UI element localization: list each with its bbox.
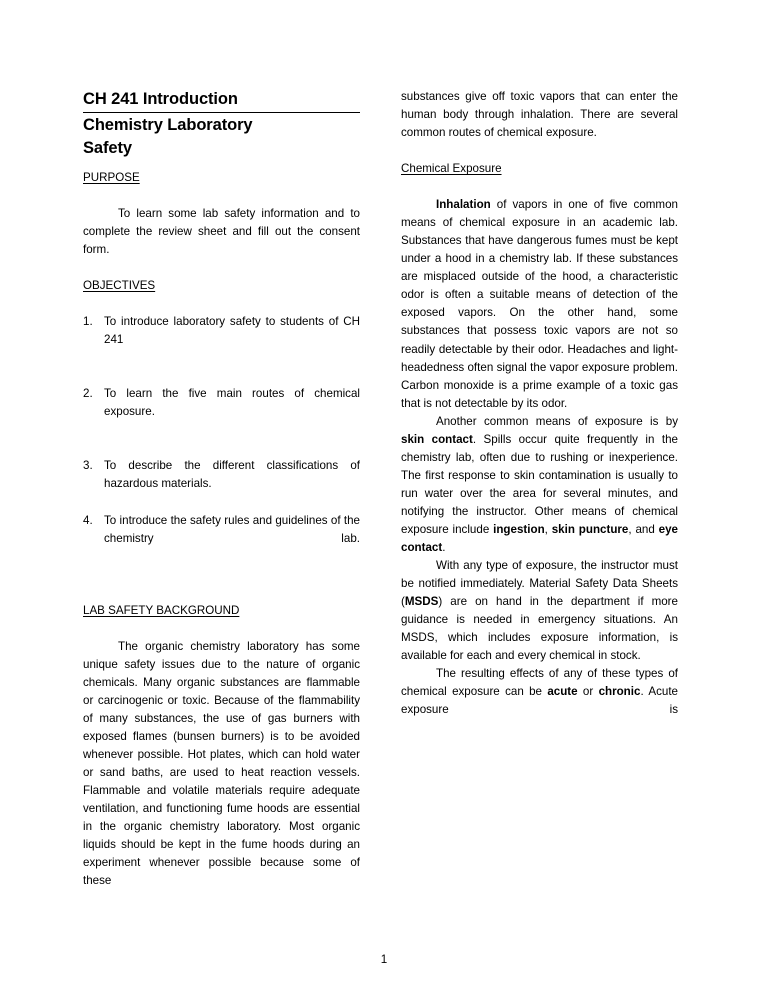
ingestion-bold-term: ingestion xyxy=(493,522,545,536)
acute-bold-term: acute xyxy=(547,685,578,699)
inhalation-paragraph xyxy=(401,196,678,413)
eye-contact-bold-term: eye contact xyxy=(401,522,678,555)
msds-paragraph xyxy=(401,557,678,665)
list-item-label: To introduce the safety rules and guidelines of the chemistry lab. xyxy=(104,513,360,545)
skin-contact-bold-term: skin contact xyxy=(401,432,473,446)
list-item xyxy=(83,385,360,439)
spacer xyxy=(83,160,360,169)
title-line-3: Safety xyxy=(83,139,132,157)
spacer xyxy=(401,178,678,196)
msds-bold-term: MSDS xyxy=(404,595,439,609)
continuation-paragraph: substances give off toxic vapors that can enter the human body through inhalation. There are several common routes of chemical exposure. xyxy=(401,90,678,140)
lab-safety-background-paragraph: The organic chemistry laboratory has some unique safety issues due to the nature of organic chemicals. Many organic substances are flammable or carcinogenic or toxic. Because of the flammability of many substances, the use of gas burners with exposed flames (bunsen burners) is to be avoided whenever possible. Hot plates, which can hold water or sand baths, are used to heat reaction vessels. Flammable and volatile materials require adequate ventilation, and functioning fume hoods are essential in the organic chemistry laboratory. Most organic liquids should be kept in the fume hoods during an experiment whenever possible because some of these xyxy=(83,639,360,888)
spacer xyxy=(401,142,678,160)
lab-safety-background-heading: LAB SAFETY BACKGROUND xyxy=(83,603,240,617)
skin-contact-text-5: . xyxy=(442,541,446,555)
list-item-label: To introduce laboratory safety to students of CH 241 xyxy=(104,315,360,347)
list-item-number: 3. xyxy=(83,459,93,473)
purpose-heading: PURPOSE xyxy=(83,171,140,184)
list-item xyxy=(83,313,360,367)
skin-puncture-bold-term: skin puncture xyxy=(551,522,629,536)
skin-contact-text-2: . Spills occur quite frequently in the chemistry lab, often due to rushing or inexperience. The first response to skin contamination is usually to run water over the area for several minutes, and notifying the instructor. Other means of chemical exposure include xyxy=(401,432,678,536)
list-item xyxy=(83,457,360,493)
spacer xyxy=(83,295,360,313)
effects-text-3: . Acute exposure is xyxy=(401,685,678,717)
skin-contact-text-1: Another common means of exposure is by xyxy=(436,414,678,428)
skin-contact-paragraph xyxy=(401,413,678,557)
effects-paragraph xyxy=(401,665,678,737)
msds-text-1: With any type of exposure, the instructor must be notified immediately. Material Safety Data Sheets ( xyxy=(401,559,678,609)
right-column xyxy=(401,88,678,738)
msds-text-2: ) are on hand in the department if more guidance is needed in emergency situations. An MSDS, which includes exposure information, is available for each and every chemical in stock. xyxy=(401,595,678,663)
two-column-layout xyxy=(83,88,679,908)
page-number: 1 xyxy=(380,953,388,966)
chronic-bold-term: chronic xyxy=(598,685,641,699)
effects-text-2: or xyxy=(577,685,599,699)
list-item xyxy=(83,512,360,566)
spacer xyxy=(83,259,360,277)
chemical-exposure-heading: Chemical Exposure xyxy=(401,162,502,176)
spacer xyxy=(83,566,360,602)
purpose-paragraph: To learn some lab safety information and to complete the review sheet and fill out the consent form. xyxy=(83,207,360,257)
list-item-label: To learn the five main routes of chemical exposure. xyxy=(104,387,360,419)
list-item-label: To describe the different classifications of hazardous materials. xyxy=(104,459,360,491)
spacer xyxy=(83,620,360,638)
spacer xyxy=(83,187,360,205)
inhalation-bold-term: Inhalation xyxy=(436,198,491,212)
effects-text-1: The resulting effects of any of these types of chemical exposure can be xyxy=(401,667,678,699)
list-item-number: 1. xyxy=(83,315,93,329)
inhalation-paragraph-text: of vapors in one of five common means of chemical exposure in an academic lab. Substances that have dangerous fumes must be kept under a hood in a chemistry lab. If these substances are misplaced outside of the hood, a characteristic odor is often a suitable means of detection of the exposed vapors. On the other hand, some substances that possess toxic vapors are not so readily detectable by their odor. Headaches and light-headedness often signal the vapor exposure problem. Carbon monoxide is a prime example of a toxic gas that is not detectable by its odor. xyxy=(401,198,678,410)
objectives-heading: OBJECTIVES xyxy=(83,279,156,293)
skin-contact-text-4: , and xyxy=(628,522,659,536)
list-item-number: 4. xyxy=(83,513,93,527)
left-column xyxy=(83,88,360,908)
list-item-number: 2. xyxy=(83,387,93,401)
skin-contact-text-3: , xyxy=(544,522,552,536)
title-line-2: Chemistry Laboratory xyxy=(83,116,253,134)
page-title xyxy=(83,88,360,160)
title-line-1: CH 241 Introduction xyxy=(83,88,360,113)
objectives-list xyxy=(83,313,360,566)
